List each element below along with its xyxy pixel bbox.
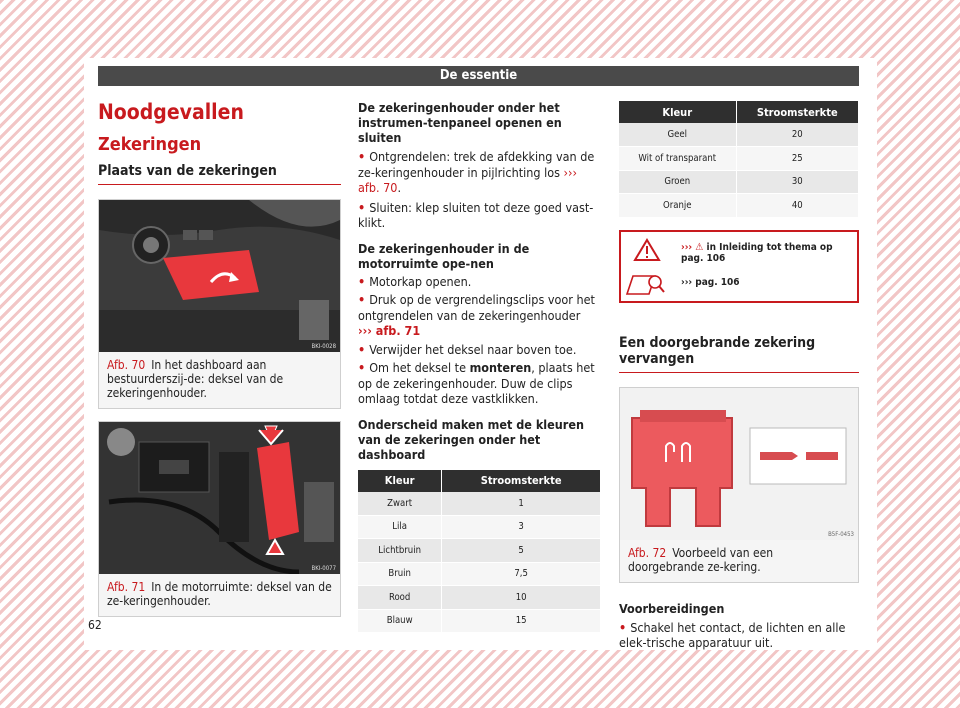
figure-70-label: Afb. 70 <box>107 358 146 372</box>
step-press-clips: • Druk op de vergrendelingsclips voor het ontgrendelen van de zekeringenhouder ››› afb. 71 <box>358 292 601 339</box>
fuse-color-table-1 <box>358 470 601 634</box>
figure-72-caption <box>620 540 858 582</box>
table-row: Geel 20 <box>619 123 859 147</box>
step-remove-cover: • Verwijder het deksel naar boven toe. <box>358 342 601 358</box>
table-row: Groen 30 <box>619 170 859 194</box>
step-mount-cover: • Om het deksel te monteren, plaats het op de zekeringenhouder. Duw de clips omlaag totdat deze vastklikken. <box>358 360 601 407</box>
small-warning-icon: ⚠ <box>695 241 704 253</box>
page-number: 62 <box>88 618 102 632</box>
table-row: Blauw 15 <box>358 609 601 633</box>
figure-70-code: BKI-0028 <box>311 343 336 350</box>
step-open-hood: • Motorkap openen. <box>358 274 601 290</box>
figure-72-caption-text: Voorbeeld van een doorgebrande ze-kering. <box>628 545 774 574</box>
figure-72 <box>619 387 859 583</box>
warning-triangle-icon <box>633 238 661 262</box>
manual-note-icon <box>625 272 665 296</box>
warning-ref-line[interactable]: ››› ⚠ in Inleiding tot thema op pag. 106 <box>681 241 833 264</box>
fuse-color-table-2 <box>619 101 859 218</box>
blown-fuse-illustration <box>620 388 858 540</box>
figure-72-code: B5F-0453 <box>828 530 854 538</box>
engine-bay-illustration <box>99 422 340 574</box>
table-header-color: Kleur <box>358 470 442 492</box>
figure-71-label: Afb. 71 <box>107 580 146 594</box>
figure-71-code: BKI-0077 <box>311 565 336 572</box>
ref-afb-71[interactable]: ››› afb. 71 <box>358 323 421 338</box>
subsection-title: Plaats van de zekeringen <box>98 163 341 185</box>
heading-open-close-dashboard: De zekeringenhouder onder het instrumen-tenpaneel openen en sluiten <box>358 100 562 145</box>
table-row: Rood 10 <box>358 586 601 610</box>
figure-71-image <box>99 422 340 574</box>
column-right <box>619 96 859 651</box>
table-row: Zwart 1 <box>358 492 601 516</box>
table-header-amperage: Stroomsterkte <box>442 470 601 492</box>
column-left <box>98 96 341 617</box>
section-header: De essentie <box>98 66 859 86</box>
heading-preparation: Voorbereidingen <box>619 600 725 616</box>
column-middle <box>358 96 601 633</box>
figure-71-caption-text: In de motorruimte: deksel van de ze-keringenhouder. <box>107 580 332 608</box>
figure-70-caption-text: In het dashboard aan bestuurderszij-de: deksel van de zekeringenhouder. <box>107 358 284 400</box>
subsection-replace-fuse: Een doorgebrande zekering vervangen <box>619 335 859 373</box>
ref-afb-70[interactable]: ››› afb. 70 <box>358 164 578 195</box>
note-ref-line[interactable]: ››› pag. 106 <box>681 276 740 288</box>
figure-70 <box>98 199 341 409</box>
chapter-title: Noodgevallen <box>98 100 244 124</box>
heading-open-engine: De zekeringenhouder in de motorruimte ope-nen <box>358 240 530 271</box>
step-close: • Sluiten: klep sluiten tot deze goed vast-klikt. <box>358 200 601 231</box>
table-header-amperage: Stroomsterkte <box>736 101 858 123</box>
figure-72-image <box>620 388 858 540</box>
table-row: Wit of transparant 25 <box>619 147 859 171</box>
table-header-color: Kleur <box>619 101 736 123</box>
figure-71 <box>98 421 341 617</box>
table-row: Lila 3 <box>358 515 601 539</box>
section-title: Zekeringen <box>98 134 202 155</box>
figure-71-caption <box>99 574 340 616</box>
figure-70-image <box>99 200 340 352</box>
table-row: Bruin 7,5 <box>358 562 601 586</box>
dashboard-illustration <box>99 200 340 352</box>
heading-color-table: Onderscheid maken met de kleuren van de zekeringen onder het dashboard <box>358 416 584 462</box>
warning-box <box>619 230 859 303</box>
figure-72-label: Afb. 72 <box>628 545 667 560</box>
table-row: Lichtbruin 5 <box>358 539 601 563</box>
step-unlock: • Ontgrendelen: trek de afdekking van de ze-keringenhouder in pijlrichting los ››› afb. 70. <box>358 149 601 196</box>
figure-70-caption <box>99 352 340 408</box>
table-row: Oranje 40 <box>619 194 859 218</box>
step-switch-off: • Schakel het contact, de lichten en alle elek-trische apparatuur uit. <box>619 620 859 651</box>
